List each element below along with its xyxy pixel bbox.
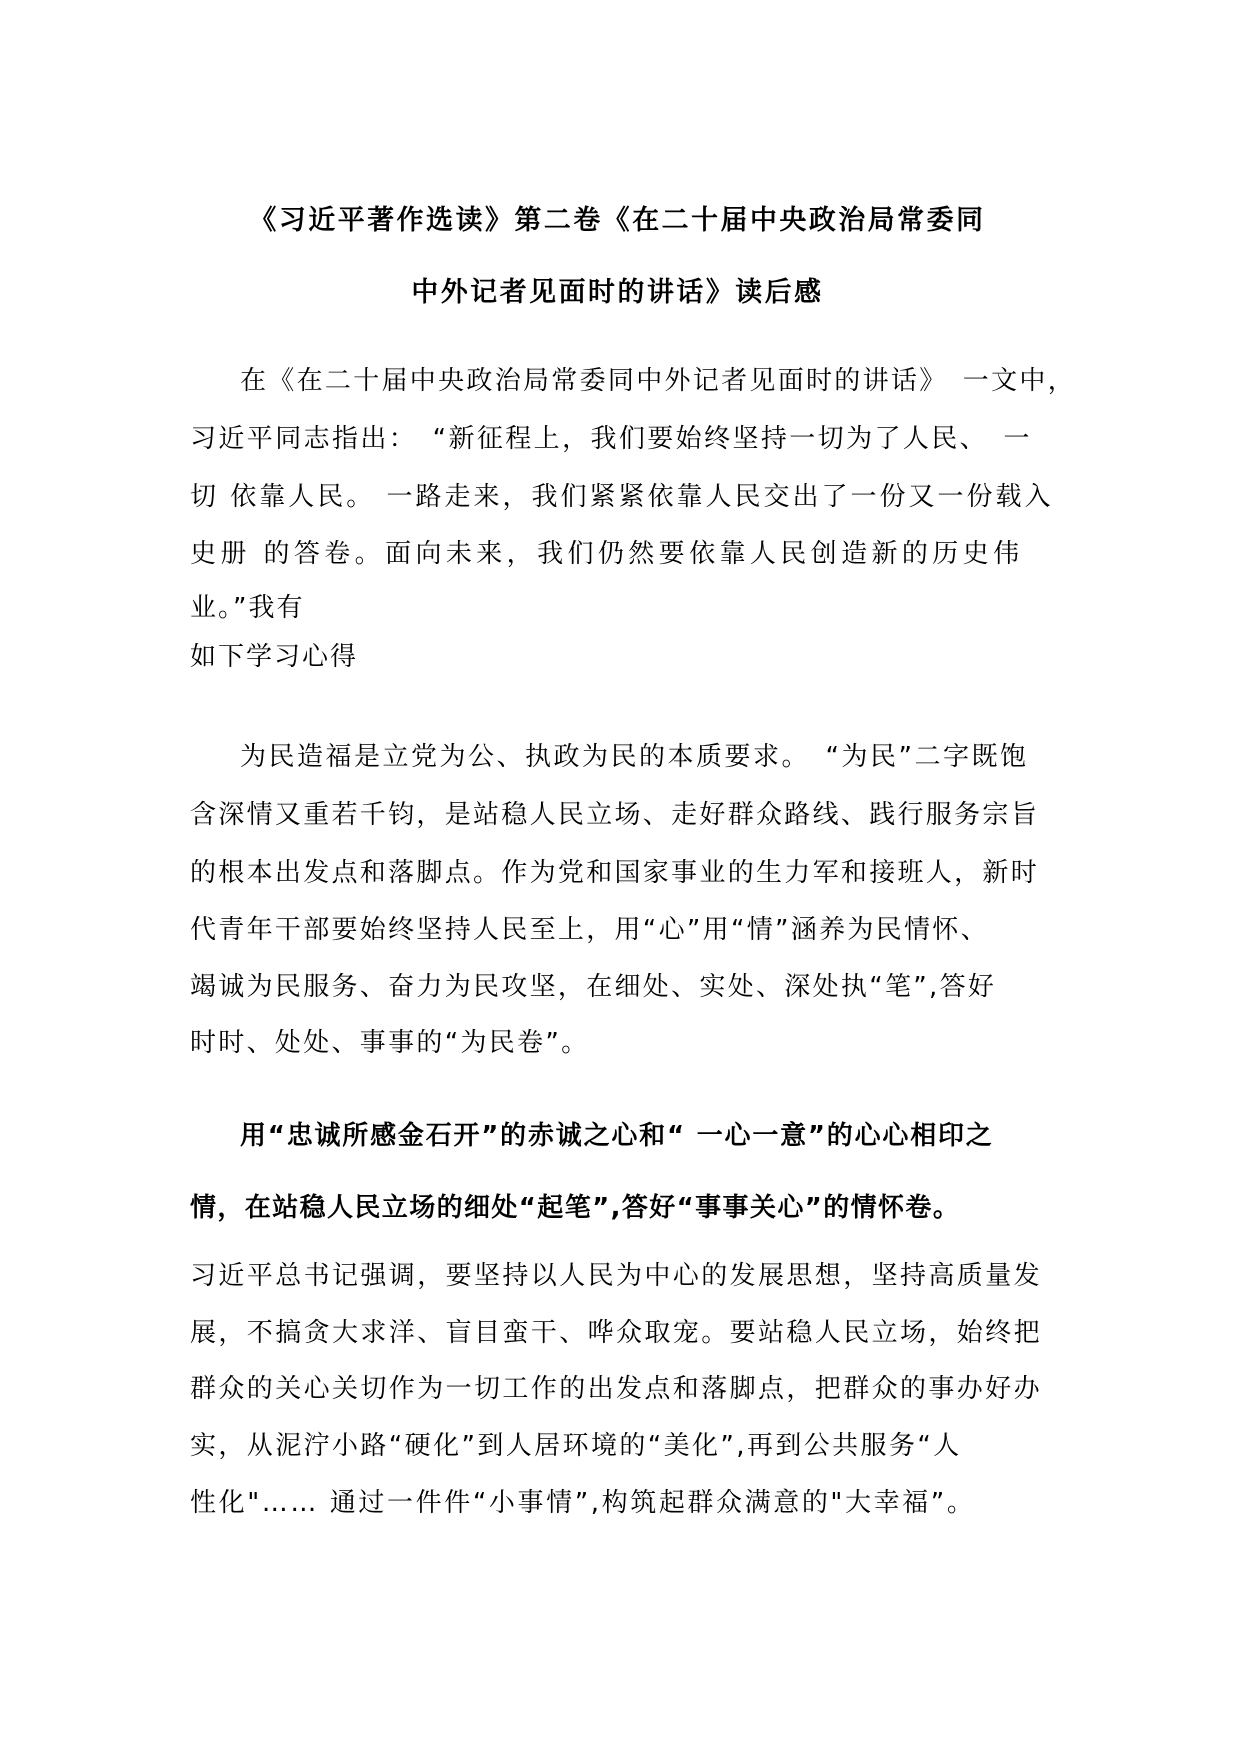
para1-line-1: 为民造福是立党为公、执政为民的本质要求。 “为民”二字既饱 [240,742,1029,772]
intro-line-5: 业。”我有 [190,593,305,623]
heading1-line-1: 用“忠诚所感金石开”的赤诚之心和“ 一心一意”的心心相印之 [240,1121,994,1151]
intro-line-1: 在《在二十届中央政治局常委同中外记者见面时的讲话》 一文中， [240,366,1077,396]
para1-line-3: 的根本出发点和落脚点。作为党和国家事业的生力军和接班人，新时 [190,858,1040,888]
para2-line-4: 实，从泥泞小路“硬化”到人居环境的“美化”,再到公共服务“人 [190,1431,962,1461]
para2-line-5: 性化"…… 通过一件件“小事情”,构筑起群众满意的"大幸福”。 [190,1488,976,1518]
intro-line-4: 史册 的答卷。面向未来，我们仍然要依靠人民创造新的历史伟 [190,539,1024,569]
para2-line-2: 展，不搞贪大求洋、盲目蛮干、哗众取宠。要站稳人民立场，始终把 [190,1318,1043,1348]
intro-line-6: 如下学习心得 [190,642,359,672]
heading1-line-2: 情，在站稳人民立场的细处“起笔”,答好“事事关心”的情怀卷。 [190,1193,961,1223]
intro-line-3: 切 依靠人民。 一路走来，我们紧紧依靠人民交出了一份又一份载入 [190,482,1054,512]
para2-line-1: 习近平总书记强调，要坚持以人民为中心的发展思想，坚持高质量发 [190,1261,1043,1291]
document-title-line-2: 中外记者见面时的讲话》读后感 [411,277,824,308]
para1-line-2: 含深情又重若千钧，是站稳人民立场、走好群众路线、践行服务宗旨 [190,800,1040,830]
para1-line-5: 竭诚为民服务、奋力为民攻坚，在细处、实处、深处执“笔”,答好 [190,972,997,1002]
para1-line-4: 代青年干部要始终坚持人民至上，用“心”用“情”涵养为民情怀、 [190,915,989,945]
document-title-line-1: 《习近平著作选读》第二卷《在二十届中央政治局常委同 [249,205,986,236]
para1-line-6: 时时、处处、事事的“为民卷”。 [190,1028,590,1058]
intro-line-2: 习近平同志指出： “新征程上，我们要始终坚持一切为了人民、 一 [190,424,1032,454]
para2-line-3: 群众的关心关切作为一切工作的出发点和落脚点，把群众的事办好办 [190,1374,1043,1404]
